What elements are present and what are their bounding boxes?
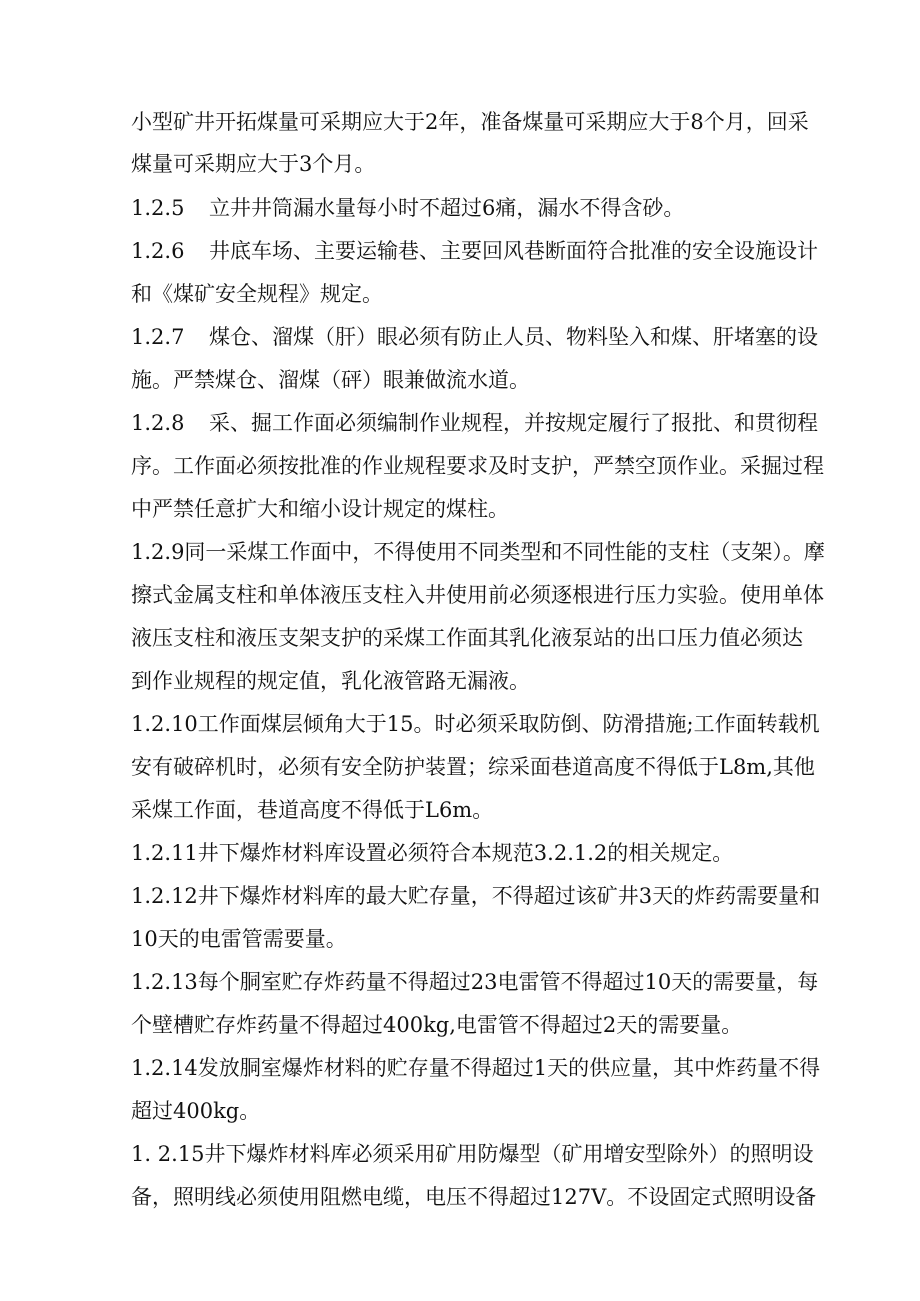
clause-number: 1.2.7 xyxy=(131,325,185,349)
paragraph-line: 超过400kg。 xyxy=(131,1099,261,1123)
clause-number: 1.2.8 xyxy=(131,411,185,435)
paragraph-line: 到作业规程的规定值，乳化液管路无漏液。 xyxy=(131,669,530,693)
paragraph-line: 1. 2.15井下爆炸材料库必须采用矿用防爆型（矿用增安型除外）的照明设 xyxy=(131,1142,814,1166)
paragraph-line: 煤量可采期应大于3个月。 xyxy=(131,152,376,176)
paragraph-line: 采煤工作面，巷道高度不得低于L6m。 xyxy=(131,798,494,822)
paragraph-line: 安有破碎机时，必须有安全防护装置；综采面巷道高度不得低于L8m,其他 xyxy=(131,755,815,779)
paragraph-line: 和《煤矿安全规程》规定。 xyxy=(131,282,383,306)
paragraph-line: 1.2.11井下爆炸材料库设置必须符合本规范3.2.1.2的相关规定。 xyxy=(131,841,734,865)
paragraph-line: 施。严禁煤仓、溜煤（砰）眼兼做流水道。 xyxy=(131,368,530,392)
clause-text: 井底车场、主要运输巷、主要回风巷断面符合批准的安全设施设计 xyxy=(209,239,818,263)
paragraph-line: 小型矿井开拓煤量可采期应大于2年，准备煤量可采期应大于8个月，回采 xyxy=(131,110,809,134)
clause-text: 立井井筒漏水量每小时不超过6痛，漏水不得含砂。 xyxy=(209,196,685,220)
clause-text: 采、掘工作面必须编制作业规程，并按规定履行了报批、和贯彻程 xyxy=(209,411,818,435)
paragraph-line: 1.2.10工作面煤层倾角大于15。时必须采取防倒、防滑措施;工作面转载机 xyxy=(131,712,820,736)
paragraph-line: 个壁槽贮存炸药量不得超过400kg,电雷管不得超过2天的需要量。 xyxy=(131,1013,743,1037)
paragraph-line: 1.2.12井下爆炸材料库的最大贮存量，不得超过该矿井3天的炸药需要量和 xyxy=(131,884,821,908)
paragraph-line xyxy=(131,409,818,437)
clause-text: 煤仓、溜煤（肝）眼必须有防止人员、物料坠入和煤、肝堵塞的设 xyxy=(209,325,818,349)
paragraph-line: 序。工作面必须按批准的作业规程要求及时支护，严禁空顶作业。采掘过程 xyxy=(131,454,824,478)
paragraph-line: 液压支柱和液压支架支护的采煤工作面其乳化液泵站的出口压力值必须达 xyxy=(131,626,803,650)
paragraph-line: 1.2.14发放胴室爆炸材料的贮存量不得超过1天的供应量，其中炸药量不得 xyxy=(131,1056,821,1080)
paragraph-line: 10天的电雷管需要量。 xyxy=(131,927,347,951)
clause-number: 1.2.5 xyxy=(131,196,185,220)
clause-number: 1.2.6 xyxy=(131,239,185,263)
paragraph-line xyxy=(131,323,818,351)
paragraph-line xyxy=(131,194,795,222)
paragraph-line: 备，照明线必须使用阻燃电缆，电压不得超过127V。不设固定式照明设备 xyxy=(131,1185,817,1209)
paragraph-line: 中严禁任意扩大和缩小设计规定的煤柱。 xyxy=(131,497,509,521)
paragraph-line: 擦式金属支柱和单体液压支柱入井使用前必须逐根进行压力实验。使用单体 xyxy=(131,583,824,607)
paragraph-line: 1.2.13每个胴室贮存炸药量不得超过23电雷管不得超过10天的需要量，每 xyxy=(131,970,819,994)
paragraph-line: 1.2.9同一采煤工作面中，不得使用不同类型和不同性能的支柱（支架）。摩 xyxy=(131,540,825,564)
paragraph-line xyxy=(131,237,818,265)
